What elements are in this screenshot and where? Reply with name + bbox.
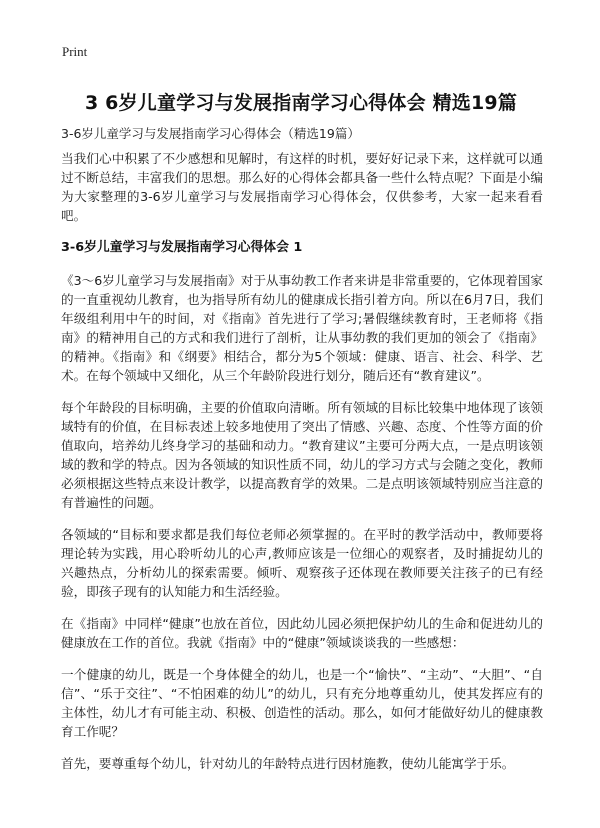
body-paragraph: 每个年龄段的目标明确，主要的价值取向清晰。所有领域的目标比较集中地体现了该领域特有的价值，在目标表述上较多地使用了突出了情感、兴趣、态度、个性等方面的价值取向，培养幼儿终身学习的基础和动力。“教育建议”主要可分两大点，一是点明该领域的教和学的特点。因为各领域的知识性质不同，幼儿的学习方式与会随之变化，教师必须根据这些特点来设计教学，以提高教育学的效果。二是点明该领域特别应当注意的有普遍性的问题。 [61,400,543,510]
body-paragraph: 在《指南》中同样“健康”也放在首位，因此幼儿园必须把保护幼儿的生命和促进幼儿的健康放在工作的首位。我就《指南》中的“健康”领域谈谈我的一些感想： [61,616,543,650]
body-paragraph: 各领域的“目标和要求都是我们每位老师必须掌握的。在平时的教学活动中，教师要将理论转为实践，用心聆听幼儿的心声,教师应该是一位细心的观察者，及时捕捉幼儿的兴趣热点，分析幼儿的探索需要。倾听、观察孩子还体现在教师要关注孩子的已有经验，即孩子现有的认知能力和生活经验。 [61,527,543,599]
intro-paragraph: 当我们心中积累了不少感想和见解时，有这样的时机，要好好记录下来，这样就可以通过不断总结，丰富我们的思想。那么好的心得体会都具备一些什么特点呢？下面是小编为大家整理的3-6岁儿童学习与发展指南学习心得体会，仅供参考，大家一起来看看吧。 [61,151,543,223]
body-paragraph: 《3～6岁儿童学习与发展指南》对于从事幼教工作者来讲是非常重要的，它体现着国家的一直重视幼儿教育，也为指导所有幼儿的健康成长指引着方向。所以在6月7日，我们年级组利用中午的时间，对《指南》首先进行了学习;暑假继续教育时，王老师将《指南》的精神用自己的方式和我们进行了剖析，让从事幼教的我们更加的领会了《指南》的精神。《指南》和《纲要》相结合，都分为5个领域：健康、语言、社会、科学、艺术。在每个领域中又细化，从三个年龄阶段进行划分，随后还有“教育建议”。 [61,273,543,383]
print-link[interactable]: Print [62,44,88,59]
document-title: 3 6岁儿童学习与发展指南学习心得体会 精选19篇 [84,92,518,114]
document-body [61,149,543,786]
body-paragraph: 一个健康的幼儿，既是一个身体健全的幼儿，也是一个“愉快”、“主动”、“大胆”、“自信”、“乐于交往”、“不怕困难的幼儿”的幼儿，只有充分地尊重幼儿，使其发挥应有的主体性，幼儿才有可能主动、积极、创造性的活动。那么，如何才能做好幼儿的健康教育工作呢？ [61,667,543,739]
document-subtitle: 3-6岁儿童学习与发展指南学习心得体会（精选19篇） [61,126,360,141]
section-heading: 3-6岁儿童学习与发展指南学习心得体会 1 [61,240,303,255]
body-paragraph: 首先，要尊重每个幼儿，针对幼儿的年龄特点进行因材施教，使幼儿能寓学于乐。 [61,756,515,771]
